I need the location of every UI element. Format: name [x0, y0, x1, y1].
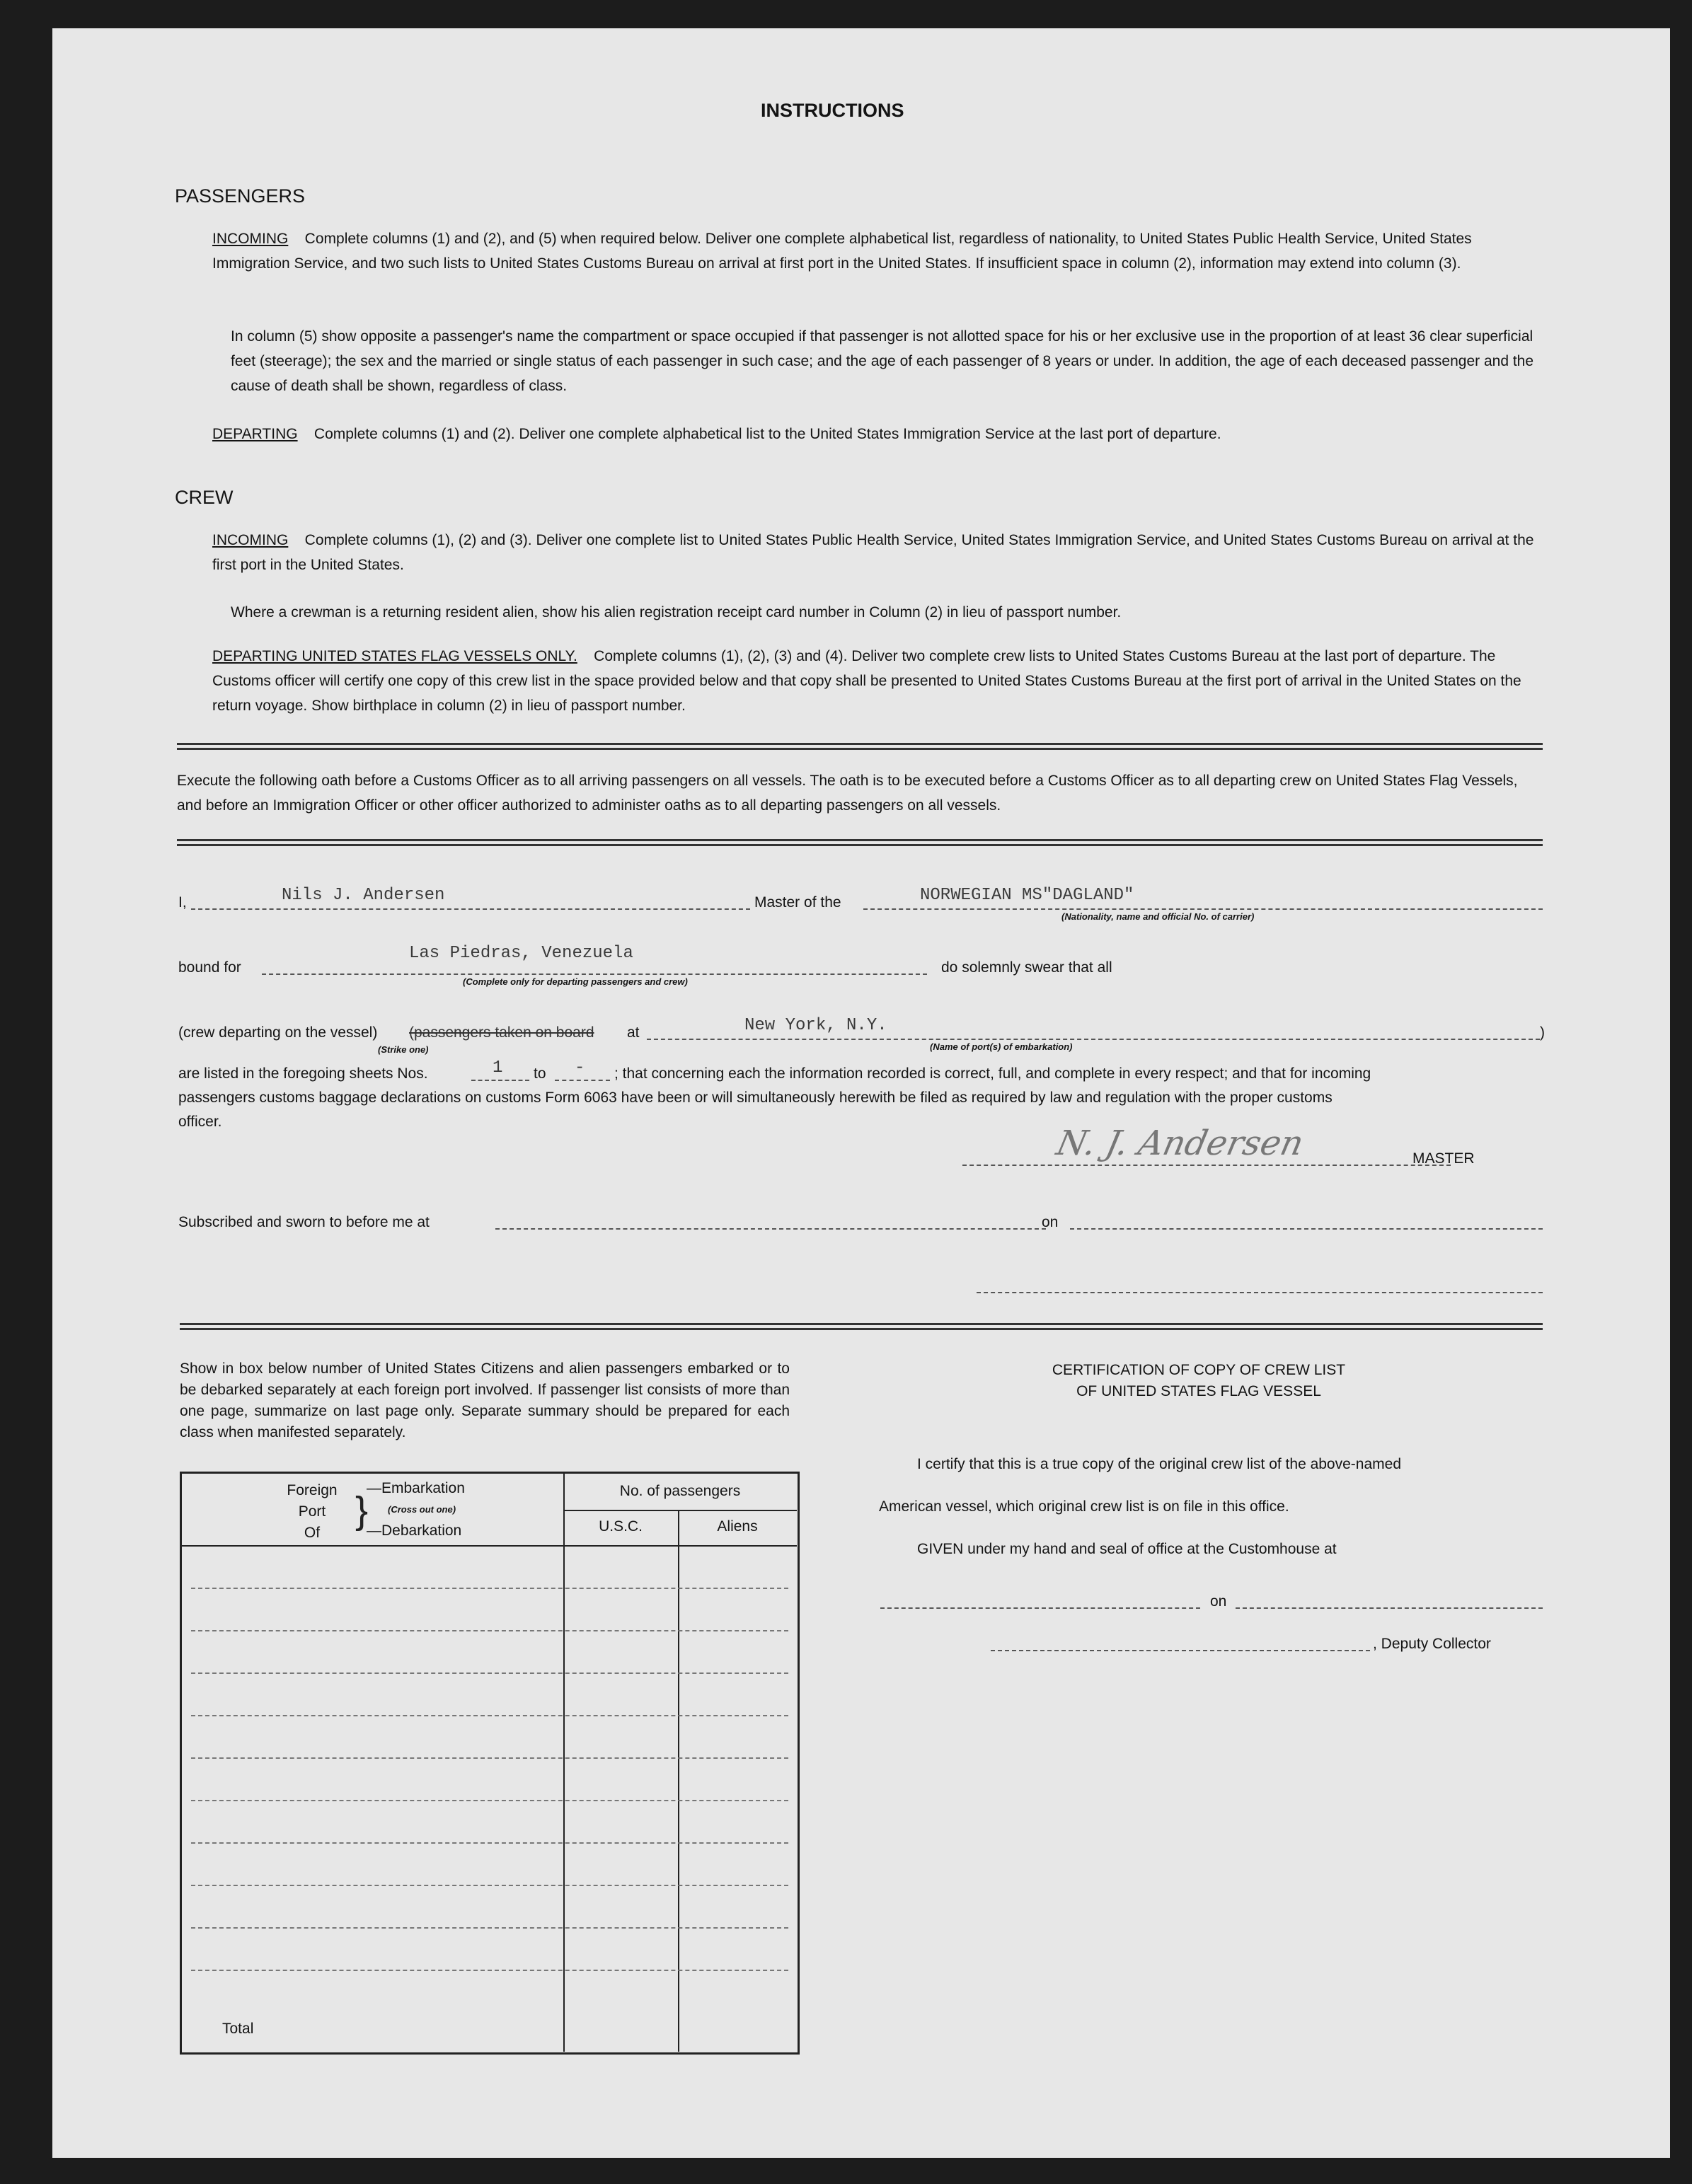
page-title: INSTRUCTIONS — [761, 100, 904, 121]
certification-heading — [916, 1360, 1482, 1402]
certification-heading-2: OF UNITED STATES FLAG VESSEL — [1076, 1383, 1321, 1399]
embarkation-label: —Embarkation — [367, 1480, 465, 1496]
master-signature: N. J. Andersen — [1053, 1123, 1308, 1163]
table-row — [191, 1672, 788, 1674]
table-row — [191, 1885, 788, 1886]
to-label: to — [534, 1065, 546, 1082]
table-row — [191, 1970, 788, 1971]
sheets-text-2: passengers customs baggage declarations on customs Form 6063 have been or will simultaneously herewith be filed as required by law and regulation with the proper customs — [178, 1090, 1333, 1106]
swear-label: do solemnly swear that all — [941, 959, 1112, 976]
oath-instructions: Execute the following oath before a Customs Officer as to all arriving passengers on all vessels. The oath is to be executed before a Customs Officer as to all departing crew on United States Flag Vessels, and before an Immigration Officer or other officer authorized to administer oaths as to all departing passengers on all vessels. — [177, 773, 1518, 814]
divider-rule — [180, 1323, 1543, 1330]
at-label: at — [627, 1024, 640, 1041]
debarkation-label: —Debarkation — [367, 1523, 462, 1539]
certification-date-line — [1236, 1607, 1543, 1609]
sheet-to-value: - — [575, 1058, 585, 1077]
sheet-to-line — [555, 1080, 610, 1081]
total-label: Total — [222, 2021, 254, 2037]
table-divider — [181, 1545, 797, 1547]
crew-incoming-label: INCOMING — [212, 532, 289, 548]
divider-rule — [177, 743, 1543, 750]
destination-value: Las Piedras, Venezuela — [409, 944, 633, 963]
carrier-line — [863, 908, 1543, 910]
carrier-value: NORWEGIAN MS"DAGLAND" — [920, 886, 1134, 905]
crew-departing-label: DEPARTING UNITED STATES FLAG VESSELS ONLY. — [212, 648, 577, 664]
certification-on-label: on — [1210, 1593, 1227, 1610]
subscribed-label: Subscribed and sworn to before me at — [178, 1214, 430, 1230]
passengers-heading: PASSENGERS — [175, 185, 306, 207]
no-passengers-label: No. of passengers — [619, 1483, 741, 1499]
sworn-place-line — [495, 1228, 1046, 1230]
aliens-label: Aliens — [717, 1518, 758, 1535]
certification-line-2: American vessel, which original crew list is on file in this office. — [879, 1498, 1289, 1515]
crew-heading: CREW — [175, 487, 234, 508]
signature-line — [962, 1165, 1451, 1166]
destination-line — [262, 973, 927, 975]
sheets-text-1: ; that concerning each the information recorded is correct, full, and complete in every respect; and that for incoming — [614, 1065, 1371, 1082]
passengers-departing-label: DEPARTING — [212, 426, 298, 442]
oath-i-label: I, — [178, 894, 187, 911]
certification-line-1: I certify that this is a true copy of the original crew list of the above-named — [917, 1456, 1401, 1472]
master-label: MASTER — [1412, 1150, 1475, 1167]
master-name-value: Nils J. Andersen — [282, 886, 445, 905]
passengers-departing-text: Complete columns (1) and (2). Deliver one complete alphabetical list to the United States Immigration Service at the last port of departure. — [313, 426, 1221, 442]
passengers-incoming-text: Complete columns (1) and (2), and (5) when required below. Deliver one complete alphabetical list, regardless of nationality, to United States Public Health Service, United States Immigration Service, and two such lists to United States Customs Bureau on arrival at first port in the United States. If insufficient space in column (2), information may extend into column (3). — [212, 231, 1472, 272]
crew-departing-paragraph — [212, 644, 1543, 718]
sheet-from-line — [471, 1080, 529, 1081]
passengers-departing-paragraph — [212, 422, 1543, 446]
table-row — [191, 1842, 788, 1844]
passengers-incoming-paragraph — [212, 226, 1543, 276]
passengers-column5-paragraph: In column (5) show opposite a passenger's name the compartment or space occupied if that passenger is not allotted space for his or her exclusive use in the proportion of at least 36 clear superficial feet (steerage); the sex and the married or single status of each passenger in such case; and the age of each passenger of 8 years or under. In addition, the age of each deceased passenger and the cause of death shall be shown, regardless of class. — [231, 328, 1534, 394]
foreign-label: Foreign — [287, 1482, 338, 1498]
customhouse-line — [880, 1607, 1200, 1609]
cross-out-label: (Cross out one) — [388, 1504, 456, 1515]
table-row — [191, 1800, 788, 1801]
carrier-caption: (Nationality, name and official No. of carrier) — [1061, 911, 1255, 922]
officer-line — [977, 1292, 1543, 1293]
port-value: New York, N.Y. — [744, 1016, 887, 1035]
master-of-label: Master of the — [754, 894, 841, 911]
table-row — [191, 1630, 788, 1631]
summary-intro: Show in box below number of United States Citizens and alien passengers embarked or to be debarked separately at each foreign port involved. If passenger list consists of more than one page, summarize on last page only. Separate summary should be prepared for each class when manifested separately. — [180, 1360, 790, 1440]
strike-caption: (Strike one) — [378, 1044, 429, 1055]
brace-icon: } — [355, 1489, 369, 1532]
certification-heading-1: CERTIFICATION OF COPY OF CREW LIST — [1052, 1362, 1346, 1378]
document-sheet — [52, 28, 1670, 2158]
passengers-taken-label: (passengers taken on board — [409, 1024, 594, 1041]
crew-departing-text: Complete columns (1), (2), (3) and (4). Deliver two complete crew lists to United States Customs Bureau at the last port of departure. The Customs officer will certify one copy of this crew list in the space provided below and that copy shall be presented to United States Customs Bureau at the first port of arrival in the United States on the return voyage. Show birthplace in column (2) in lieu of passport number. — [212, 648, 1521, 714]
table-divider — [563, 1473, 565, 2052]
certification-line-3: GIVEN under my hand and seal of office at the Customhouse at — [917, 1541, 1337, 1557]
of-label: Of — [304, 1525, 321, 1541]
bound-for-label: bound for — [178, 959, 241, 976]
table-row — [191, 1588, 788, 1589]
sheet-from-value: 1 — [493, 1058, 503, 1077]
passenger-summary-table — [180, 1472, 800, 2055]
table-divider — [563, 1510, 797, 1511]
sheets-label: are listed in the foregoing sheets Nos. — [178, 1065, 428, 1082]
sworn-date-line — [1070, 1228, 1543, 1230]
master-name-line — [191, 908, 750, 910]
sworn-on-label: on — [1042, 1214, 1059, 1230]
port-label: Port — [298, 1503, 326, 1520]
close-paren: ) — [1540, 1024, 1545, 1041]
port-caption: (Name of port(s) of embarkation) — [930, 1041, 1073, 1052]
table-row — [191, 1927, 788, 1929]
sheets-text-3: officer. — [178, 1114, 222, 1130]
deputy-collector-line — [991, 1650, 1370, 1651]
table-row — [191, 1757, 788, 1759]
divider-rule — [177, 839, 1543, 846]
destination-caption: (Complete only for departing passengers and crew) — [463, 976, 688, 987]
usc-label: U.S.C. — [599, 1518, 643, 1535]
deputy-collector-label: , Deputy Collector — [1373, 1636, 1491, 1652]
crew-departing-label: (crew departing on the vessel) — [178, 1024, 378, 1041]
crew-incoming-paragraph — [212, 528, 1543, 577]
crew-resident-paragraph: Where a crewman is a returning resident alien, show his alien registration receipt card number in Column (2) in lieu of passport number. — [231, 604, 1122, 620]
table-row — [191, 1715, 788, 1716]
foreign-port-of-label — [273, 1480, 351, 1544]
port-line — [647, 1039, 1540, 1040]
crew-incoming-text: Complete columns (1), (2) and (3). Deliver one complete list to United States Public Health Service, United States Immigration Service, and United States Customs Bureau on arrival at the first port in the United States. — [212, 532, 1534, 573]
passengers-incoming-label: INCOMING — [212, 231, 289, 247]
